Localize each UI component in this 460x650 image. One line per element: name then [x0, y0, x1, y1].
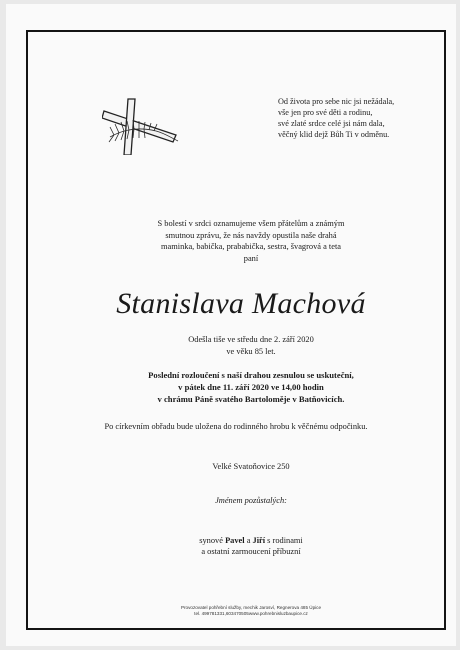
mourners-line-relatives: a ostatní zarmoucení příbuzní	[201, 547, 301, 557]
on-behalf-label: Jménem pozůstalých:	[215, 496, 287, 505]
funeral-details: Poslední rozloučení s naší drahou zesnulou se uskuteční, v pátek dne 11. září 2020 ve 14,00 hodin v chrámu Páně svatého Bartoloměje v Batňovicích.	[148, 370, 354, 404]
sons-suffix: s rodinami	[265, 536, 303, 545]
funeral-service-footer: Provozovatel pohřební služby, mechik Jarosví, Regnerova 485 Úpice tel. 499781331,603470505www.pohrebnisluzbaupice.cz	[180, 605, 322, 617]
mourners-list	[106, 535, 396, 558]
deceased-name: Stanislava Machová	[116, 287, 366, 320]
son-name-1: Pavel	[225, 536, 245, 545]
family-address: Velké Svatoňovice 250	[212, 462, 290, 471]
cross-with-palm-branch-icon	[102, 97, 182, 155]
memorial-poem: Od života pro sebe nic jsi nežádala, vše jen pro své děti a rodinu, své zlaté srdce celé jsi nám dala, věčný klid dejž Bůh Ti v odměnu.	[278, 97, 395, 139]
sons-prefix: synové	[199, 536, 226, 545]
mourners-line-sons	[106, 535, 396, 546]
burial-note: Po církevním obřadu bude uložena do rodinného hrobu k věčnému odpočinku.	[104, 422, 368, 431]
son-name-2: Jiří	[252, 536, 266, 545]
announcement-text: S bolestí v srdci oznamujeme všem přátelům a známým smutnou zprávu, že nás navždy opustila naše drahá maminka, babička, prababička, sestra, švagrová a teta paní	[157, 219, 345, 263]
obituary-sheet	[6, 4, 456, 646]
death-details: Odešla tiše ve středu dne 2. září 2020 ve věku 85 let.	[188, 335, 314, 356]
sons-and: a	[244, 536, 253, 545]
